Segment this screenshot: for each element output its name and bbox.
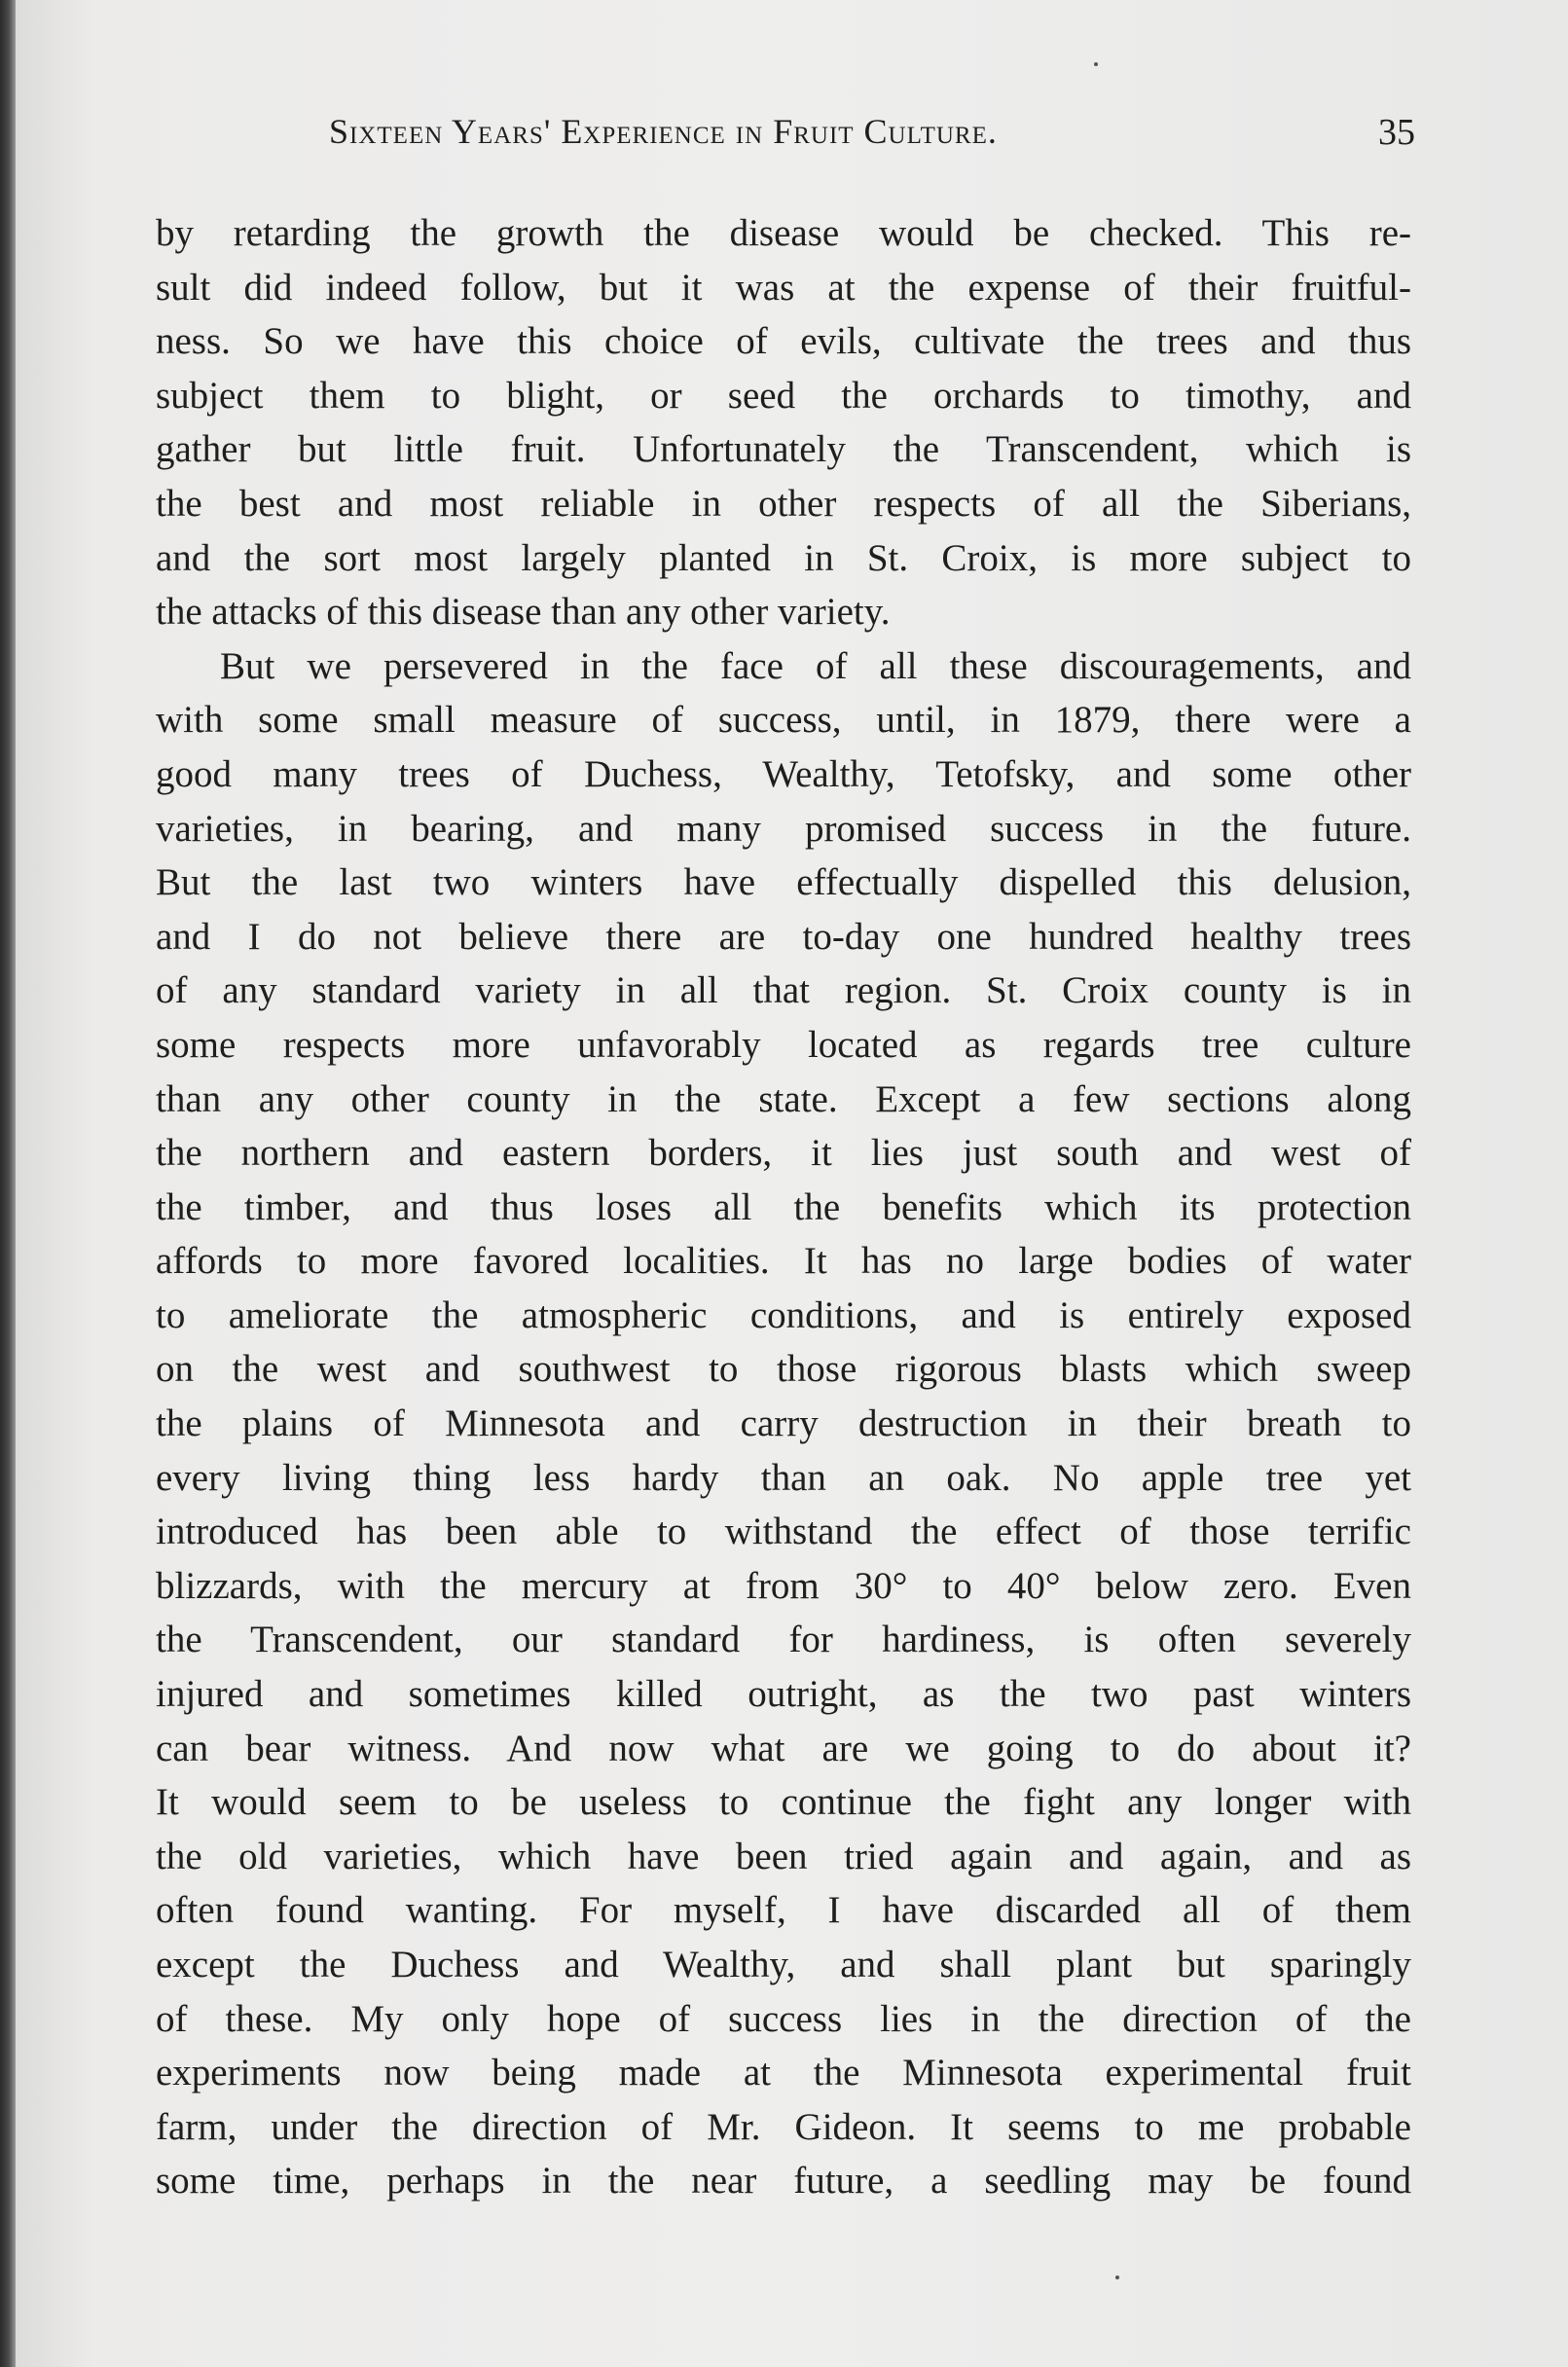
text-line: ness. So we have this choice of evils, cultivate the trees and thus bbox=[156, 320, 1411, 363]
text-line: often found wanting. For myself, I have discarded all of them bbox=[156, 1889, 1411, 1932]
text-line: the Transcendent, our standard for hardiness, is often severely bbox=[156, 1619, 1411, 1661]
text-line: the northern and eastern borders, it lies just south and west of bbox=[156, 1132, 1411, 1175]
page-number: 35 bbox=[1378, 112, 1415, 153]
text-line: than any other county in the state. Except a few sections along bbox=[156, 1077, 1411, 1120]
text-line: except the Duchess and Wealthy, and shall plant but sparingly bbox=[156, 1944, 1411, 1985]
text-line: blizzards, with the mercury at from 30° to 40° below zero. Even bbox=[156, 1564, 1411, 1607]
text-line: sult did indeed follow, but it was at the expense of their fruitful- bbox=[156, 266, 1411, 309]
text-line: of any standard variety in all that region. St. Croix county is in bbox=[156, 969, 1411, 1012]
text-line: varieties, in bearing, and many promised success in the future. bbox=[156, 807, 1411, 850]
text-line: subject them to blight, or seed the orchards to timothy, and bbox=[156, 374, 1411, 417]
text-line: the timber, and thus loses all the benefits which its protection bbox=[156, 1185, 1411, 1228]
text-line: to ameliorate the atmospheric conditions, and is entirely exposed bbox=[156, 1293, 1411, 1336]
running-head bbox=[329, 111, 1415, 165]
text-line: experiments now being made at the Minnesota experimental fruit bbox=[156, 2052, 1411, 2094]
text-line: affords to more favored localities. It has no large bodies of water bbox=[156, 1240, 1411, 1283]
page-binding-edge bbox=[0, 0, 16, 2367]
text-line: with some small measure of success, until, in 1879, there were a bbox=[156, 699, 1411, 742]
text-line: It would seem to be useless to continue the fight any longer with bbox=[156, 1781, 1411, 1824]
text-line: good many trees of Duchess, Wealthy, Tetofsky, and some other bbox=[156, 752, 1411, 795]
text-line: introduced has been able to withstand the effect of those terrific bbox=[156, 1511, 1411, 1553]
text-line: But the last two winters have effectually dispelled this delusion, bbox=[156, 861, 1411, 904]
text-line: the attacks of this disease than any other variety. bbox=[156, 591, 891, 634]
text-line: on the west and southwest to those rigorous blasts which sweep bbox=[156, 1348, 1411, 1391]
text-line: gather but little fruit. Unfortunately the Transcendent, which is bbox=[156, 428, 1411, 471]
text-line: the old varieties, which have been tried again and again, and as bbox=[156, 1835, 1411, 1877]
text-line: can bear witness. And now what are we going to do about it? bbox=[156, 1727, 1411, 1769]
text-line: and the sort most largely planted in St. Croix, is more subject to bbox=[156, 536, 1411, 579]
text-line: injured and sometimes killed outright, as the two past winters bbox=[156, 1673, 1411, 1716]
text-line: some time, perhaps in the near future, a seedling may be found bbox=[156, 2160, 1411, 2203]
text-line: the plains of Minnesota and carry destruction in their breath to bbox=[156, 1402, 1411, 1445]
text-line: the best and most reliable in other respects of all the Siberians, bbox=[156, 482, 1411, 525]
running-title: Sixteen Years' Experience in Fruit Culture. bbox=[329, 112, 998, 151]
text-line: some respects more unfavorably located as regards tree culture bbox=[156, 1023, 1411, 1066]
text-line: But we persevered in the face of all these discouragements, and bbox=[220, 644, 1411, 687]
body-text bbox=[156, 206, 1411, 2208]
text-line: farm, under the direction of Mr. Gideon. It seems to me probable bbox=[156, 2105, 1411, 2148]
text-line: and I do not believe there are to-day one hundred healthy trees bbox=[156, 915, 1411, 958]
text-line: by retarding the growth the disease would be checked. This re- bbox=[156, 212, 1411, 254]
scan-speck bbox=[1094, 62, 1098, 66]
text-line: of these. My only hope of success lies in the direction of the bbox=[156, 1997, 1411, 2040]
text-line: every living thing less hardy than an oak. No apple tree yet bbox=[156, 1456, 1411, 1499]
scan-speck bbox=[1115, 2276, 1119, 2279]
